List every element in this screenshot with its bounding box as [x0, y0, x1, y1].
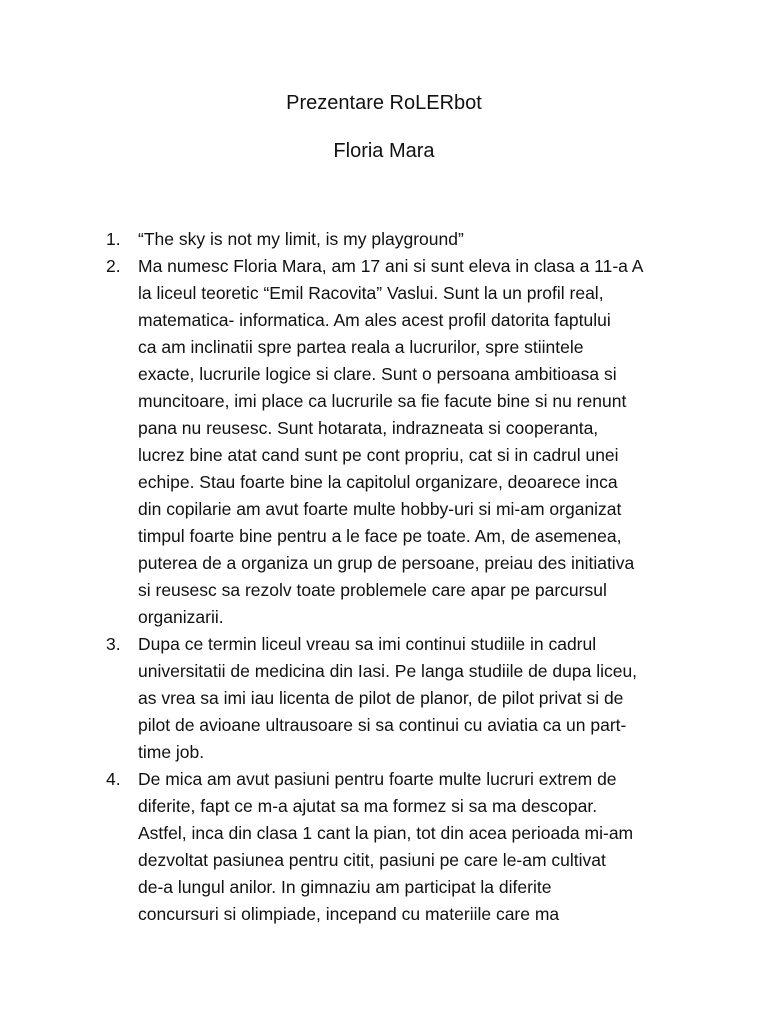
- list-item-text-line: muncitoare, imi place ca lucrurile sa fie facute bine si nu renunt: [138, 391, 627, 411]
- list-item-text-line: concursuri si olimpiade, incepand cu materiile care ma: [138, 904, 560, 924]
- list-item: [106, 253, 686, 631]
- list-item-text-line: Dupa ce termin liceul vreau sa imi continui studiile in cadrul: [138, 634, 597, 654]
- list-item-text-line: Ma numesc Floria Mara, am 17 ani si sunt eleva in clasa a 11-a A: [138, 256, 644, 276]
- list-item-text-line: time job.: [138, 742, 205, 762]
- list-item-number: 1.: [106, 229, 121, 249]
- list-item-text-line: diferite, fapt ce m-a ajutat sa ma formez si sa ma descopar.: [138, 796, 598, 816]
- list-item-text-line: pilot de avioane ultrausoare si sa continui cu aviatia ca un part-: [138, 715, 627, 735]
- list-item-text-line: organizarii.: [138, 607, 224, 627]
- list-item-text-line: pana nu reusesc. Sunt hotarata, indrazneata si cooperanta,: [138, 418, 599, 438]
- list-item-text-line: “The sky is not my limit, is my playground”: [138, 229, 464, 249]
- numbered-list: [106, 226, 686, 928]
- list-item-text-line: echipe. Stau foarte bine la capitolul organizare, deoarece inca: [138, 472, 618, 492]
- list-item: [106, 226, 686, 253]
- list-item-text-line: Astfel, inca din clasa 1 cant la pian, tot din acea perioada mi-am: [138, 823, 634, 843]
- list-item-text-line: la liceul teoretic “Emil Racovita” Vaslui. Sunt la un profil real,: [138, 283, 604, 303]
- list-item-number: 3.: [106, 634, 121, 654]
- document-author: Floria Mara: [333, 140, 435, 162]
- list-item-text-line: din copilarie am avut foarte multe hobby-uri si mi-am organizat: [138, 499, 622, 519]
- list-item-text-line: dezvoltat pasiunea pentru citit, pasiuni pe care le-am cultivat: [138, 850, 606, 870]
- list-item-text-line: de-a lungul anilor. In gimnaziu am participat la diferite: [138, 877, 552, 897]
- list-item-number: 2.: [106, 256, 121, 276]
- list-item-text-line: si reusesc sa rezolv toate problemele care apar pe parcursul: [138, 580, 607, 600]
- list-item-text-line: matematica- informatica. Am ales acest profil datorita faptului: [138, 310, 611, 330]
- document-title: Prezentare RoLERbot: [286, 92, 482, 114]
- list-item-text-line: exacte, lucrurile logice si clare. Sunt o persoana ambitioasa si: [138, 364, 617, 384]
- list-item-number: 4.: [106, 769, 121, 789]
- list-item-text-line: De mica am avut pasiuni pentru foarte multe lucruri extrem de: [138, 769, 617, 789]
- list-item-text-line: universitatii de medicina din Iasi. Pe langa studiile de dupa liceu,: [138, 661, 638, 681]
- list-item-text-line: as vrea sa imi iau licenta de pilot de planor, de pilot privat si de: [138, 688, 624, 708]
- list-item-text-line: ca am inclinatii spre partea reala a lucrurilor, spre stiintele: [138, 337, 584, 357]
- list-item: [106, 766, 686, 928]
- list-item-text-line: timpul foarte bine pentru a le face pe toate. Am, de asemenea,: [138, 526, 622, 546]
- list-item-text-line: puterea de a organiza un grup de persoane, preiau des initiativa: [138, 553, 635, 573]
- list-item-text-line: lucrez bine atat cand sunt pe cont propriu, cat si in cadrul unei: [138, 445, 619, 465]
- list-item: [106, 631, 686, 766]
